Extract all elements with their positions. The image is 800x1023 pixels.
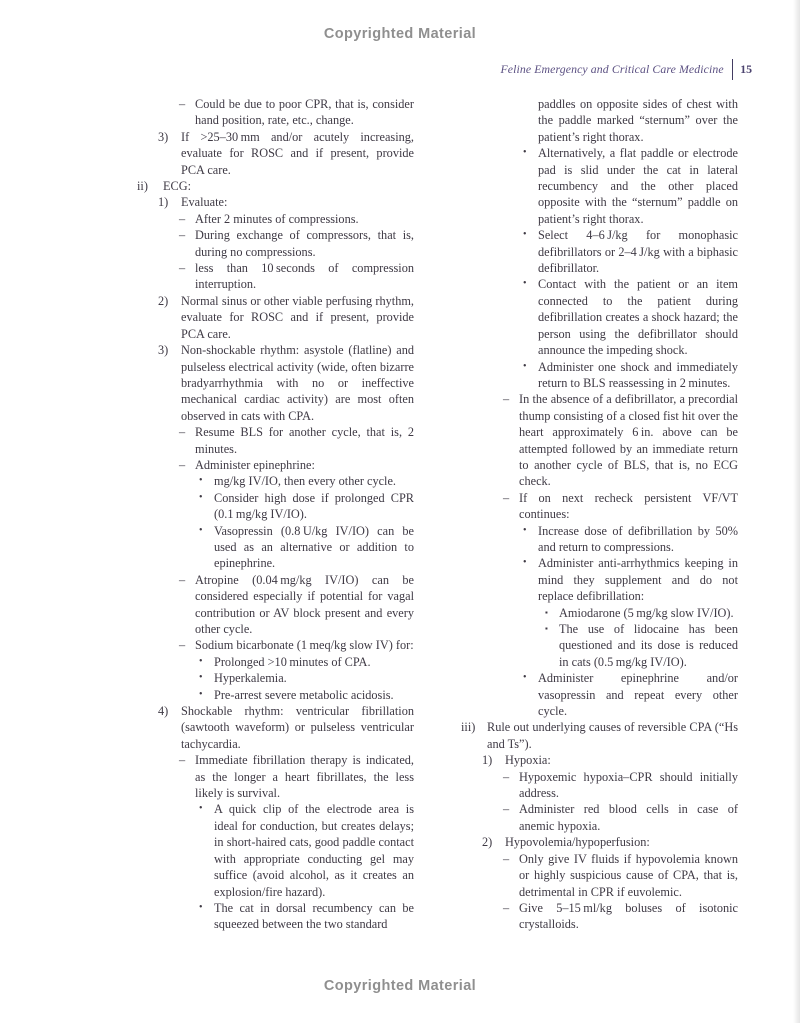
list-item-text: Pre-arrest severe metabolic acidosis. (214, 687, 394, 702)
bullet-icon: • (523, 557, 527, 569)
bullet-icon: • (523, 524, 527, 536)
list-item (158, 703, 414, 752)
text-column-right (461, 96, 738, 933)
list-item-text: If >25–30 mm and/or acutely increasing, evaluate for ROSC and if present, provide PCA care. (181, 129, 414, 177)
dash-marker: – (503, 392, 510, 407)
list-item (523, 555, 738, 604)
list-item-text: Vasopressin (0.8 U/kg IV/IO) can be used as an alternative or addition to epinephrine. (214, 523, 414, 571)
list-item-text: Hyperkalemia. (214, 671, 287, 686)
square-bullet-icon: ▪ (545, 607, 548, 617)
dash-marker: – (179, 228, 186, 243)
list-item-text: Administer red blood cells in case of anemic hypoxia. (519, 802, 738, 833)
list-item-text: Administer epinephrine: (195, 457, 315, 472)
dash-marker: – (179, 211, 186, 226)
list-item (137, 178, 414, 194)
list-item (179, 457, 414, 473)
list-item (179, 572, 414, 638)
bullet-icon: • (199, 655, 203, 667)
text-column-left (137, 96, 414, 933)
list-item (179, 227, 414, 260)
bullet-icon: • (199, 475, 203, 487)
list-item-text: Amiodarone (5 mg/kg slow IV/IO). (559, 605, 734, 620)
dash-marker: – (503, 802, 510, 817)
dash-marker: – (179, 261, 186, 276)
list-item (199, 900, 414, 933)
list-number-marker: 2) (482, 835, 493, 850)
bullet-icon: • (523, 360, 527, 372)
list-item (482, 752, 738, 768)
list-number-marker: iii) (461, 720, 476, 735)
list-item-text: Hypovolemia/hypoperfusion: (505, 835, 650, 850)
dash-marker: – (503, 490, 510, 505)
list-item (179, 637, 414, 653)
list-item (199, 473, 414, 489)
list-item (158, 194, 414, 210)
list-item-text: Hypoxemic hypoxia–CPR should initially address. (519, 769, 738, 801)
page-edge-shadow (793, 0, 800, 1023)
list-item-text: During exchange of compressors, that is, during no compressions. (195, 228, 414, 259)
list-item-text: Immediate fibrillation therapy is indicated, as the longer a heart fibrillates, the less likely is survival. (195, 753, 414, 801)
list-item-text: Contact with the patient or an item connected to the patient during defibrillation creates a shock hazard; the person using the defibrillator should announce the impeding shock. (538, 277, 738, 358)
copyright-banner-top: Copyrighted Material (323, 26, 477, 42)
list-item (199, 523, 414, 572)
list-item (503, 391, 738, 489)
bullet-icon: • (523, 278, 527, 290)
dash-marker: – (503, 900, 510, 915)
list-number-marker: 1) (158, 195, 169, 210)
list-item (199, 654, 414, 670)
list-item (503, 851, 738, 900)
list-item (199, 801, 414, 899)
list-item (199, 687, 414, 703)
dash-marker: – (179, 638, 186, 653)
list-item-text: Only give IV fluids if hypovolemia known or highly suspicious cause of CPA, that is, detrimental in CPR if euvolemic. (519, 851, 738, 899)
list-item (523, 227, 738, 276)
list-number-marker: 1) (482, 753, 493, 768)
list-item (179, 211, 414, 227)
list-item-text: paddles on opposite sides of chest with the paddle marked “sternum” over the patient’s right thorax. (538, 97, 738, 144)
dash-marker: – (179, 425, 186, 440)
bullet-icon: • (199, 901, 203, 913)
list-item (545, 621, 738, 670)
list-item (523, 523, 738, 556)
dash-marker: – (179, 97, 186, 111)
list-item (158, 129, 414, 178)
dash-marker: – (503, 769, 510, 784)
list-item-text: Shockable rhythm: ventricular fibrillation (sawtooth waveform) or pulseless ventricular tachycardia. (181, 704, 414, 751)
list-item (503, 801, 738, 834)
dash-marker: – (503, 851, 510, 866)
list-item (523, 359, 738, 392)
list-item (503, 769, 738, 802)
list-item-text: less than 10 seconds of compression interruption. (195, 261, 414, 292)
list-item (503, 900, 738, 933)
list-item-text: Normal sinus or other viable perfusing rhythm, evaluate for ROSC and if present, provide PCA care. (181, 293, 414, 341)
bullet-icon: • (199, 491, 203, 503)
list-number-marker: 4) (158, 704, 169, 719)
list-item (199, 490, 414, 523)
list-item (179, 752, 414, 801)
list-item-text: mg/kg IV/IO, then every other cycle. (214, 474, 396, 489)
bullet-icon: • (199, 803, 203, 815)
list-number-marker: 3) (158, 343, 169, 358)
running-header (500, 57, 752, 81)
list-item-text: Administer anti-arrhythmics keeping in mind they supplement and do not replace defibrillation: (538, 556, 738, 604)
bullet-icon: • (523, 229, 527, 241)
list-item (523, 670, 738, 719)
list-item-text: Rule out underlying causes of reversible CPA (“Hs and Ts”). (487, 720, 738, 751)
list-item-text: Evaluate: (181, 195, 228, 210)
list-item-text: If on next recheck persistent VF/VT continues: (519, 490, 738, 522)
list-item-text: Administer one shock and immediately return to BLS reassessing in 2 minutes. (538, 359, 738, 390)
list-number-marker: 3) (158, 129, 169, 144)
dash-marker: – (179, 753, 186, 768)
list-item-text: Alternatively, a flat paddle or electrode pad is slid under the cat in lateral recumbency and the other placed opposite with the “sternum” paddle on patient’s right thorax. (538, 146, 738, 226)
list-item (545, 605, 738, 621)
bullet-icon: • (523, 147, 527, 159)
bullet-icon: • (523, 672, 527, 684)
list-item (179, 424, 414, 457)
list-item-text: The use of lidocaine has been questioned and its dose is reduced in cats (0.5 mg/kg IV/IO). (559, 622, 738, 669)
list-item-text: Resume BLS for another cycle, that is, 2 minutes. (195, 425, 414, 456)
list-item (199, 670, 414, 686)
list-item-text: Select 4–6 J/kg for monophasic defibrillators or 2–4 J/kg with a biphasic defibrillator. (538, 228, 738, 276)
dash-marker: – (179, 572, 186, 587)
list-item (523, 96, 738, 145)
list-item-text: After 2 minutes of compressions. (195, 211, 359, 226)
list-item-text: Hypoxia: (505, 753, 551, 768)
list-item-text: In the absence of a defibrillator, a precordial thump consisting of a closed fist hit over the heart approximately 6 in. above can be attempted followed by an immediate return to another cycle of BLS, that is, no ECG check. (519, 392, 738, 489)
list-item-text: Prolonged >10 minutes of CPA. (214, 654, 371, 669)
list-item-text: Administer epinephrine and/or vasopressin and repeat every other cycle. (538, 671, 738, 719)
list-item (158, 293, 414, 342)
square-bullet-icon: ▪ (545, 624, 548, 633)
list-item-text: Non-shockable rhythm: asystole (flatline) and pulseless electrical activity (wide, often bizarre bradyarrhythmia with no or ineffective mechanical cardiac activity) are most often observed in cats with CPA. (181, 343, 414, 423)
dash-marker: – (179, 457, 186, 472)
list-item (523, 276, 738, 358)
list-item (482, 834, 738, 850)
copyright-banner-bottom: Copyrighted Material (323, 978, 477, 994)
list-item-text: Could be due to poor CPR, that is, consider hand position, rate, etc., change. (195, 97, 414, 128)
running-header-title: Feline Emergency and Critical Care Medicine (500, 61, 724, 76)
list-item (523, 145, 738, 227)
list-item-text: A quick clip of the electrode area is ideal for conduction, but creates delays; in short-haired cats, good paddle contact with appropriate conducting gel may suffice (avoid alcohol, as it creates an explosion/fire hazard). (214, 802, 414, 899)
list-item-text: Increase dose of defibrillation by 50% and return to compressions. (538, 523, 738, 554)
list-item (179, 96, 414, 129)
page-number: 15 (740, 61, 752, 76)
list-item (461, 719, 738, 752)
list-item-text: ECG: (163, 179, 192, 194)
list-number-marker: ii) (137, 179, 148, 194)
bullet-icon: • (199, 672, 203, 684)
list-item (158, 342, 414, 424)
list-item (503, 490, 738, 523)
list-item-text: Atropine (0.04 mg/kg IV/IO) can be considered especially if potential for vagal contribution or AV block present and every other cycle. (195, 572, 414, 636)
list-item-text: Give 5–15 ml/kg boluses of isotonic crystalloids. (519, 900, 738, 932)
list-item-text: Sodium bicarbonate (1 meq/kg slow IV) for: (195, 638, 414, 653)
list-item-text: Consider high dose if prolonged CPR (0.1 mg/kg IV/IO). (214, 490, 414, 522)
bullet-icon: • (199, 688, 203, 700)
bullet-icon: • (199, 524, 203, 536)
list-item-text: The cat in dorsal recumbency can be squeezed between the two standard (214, 900, 414, 932)
list-number-marker: 2) (158, 293, 169, 308)
list-item (179, 260, 414, 293)
